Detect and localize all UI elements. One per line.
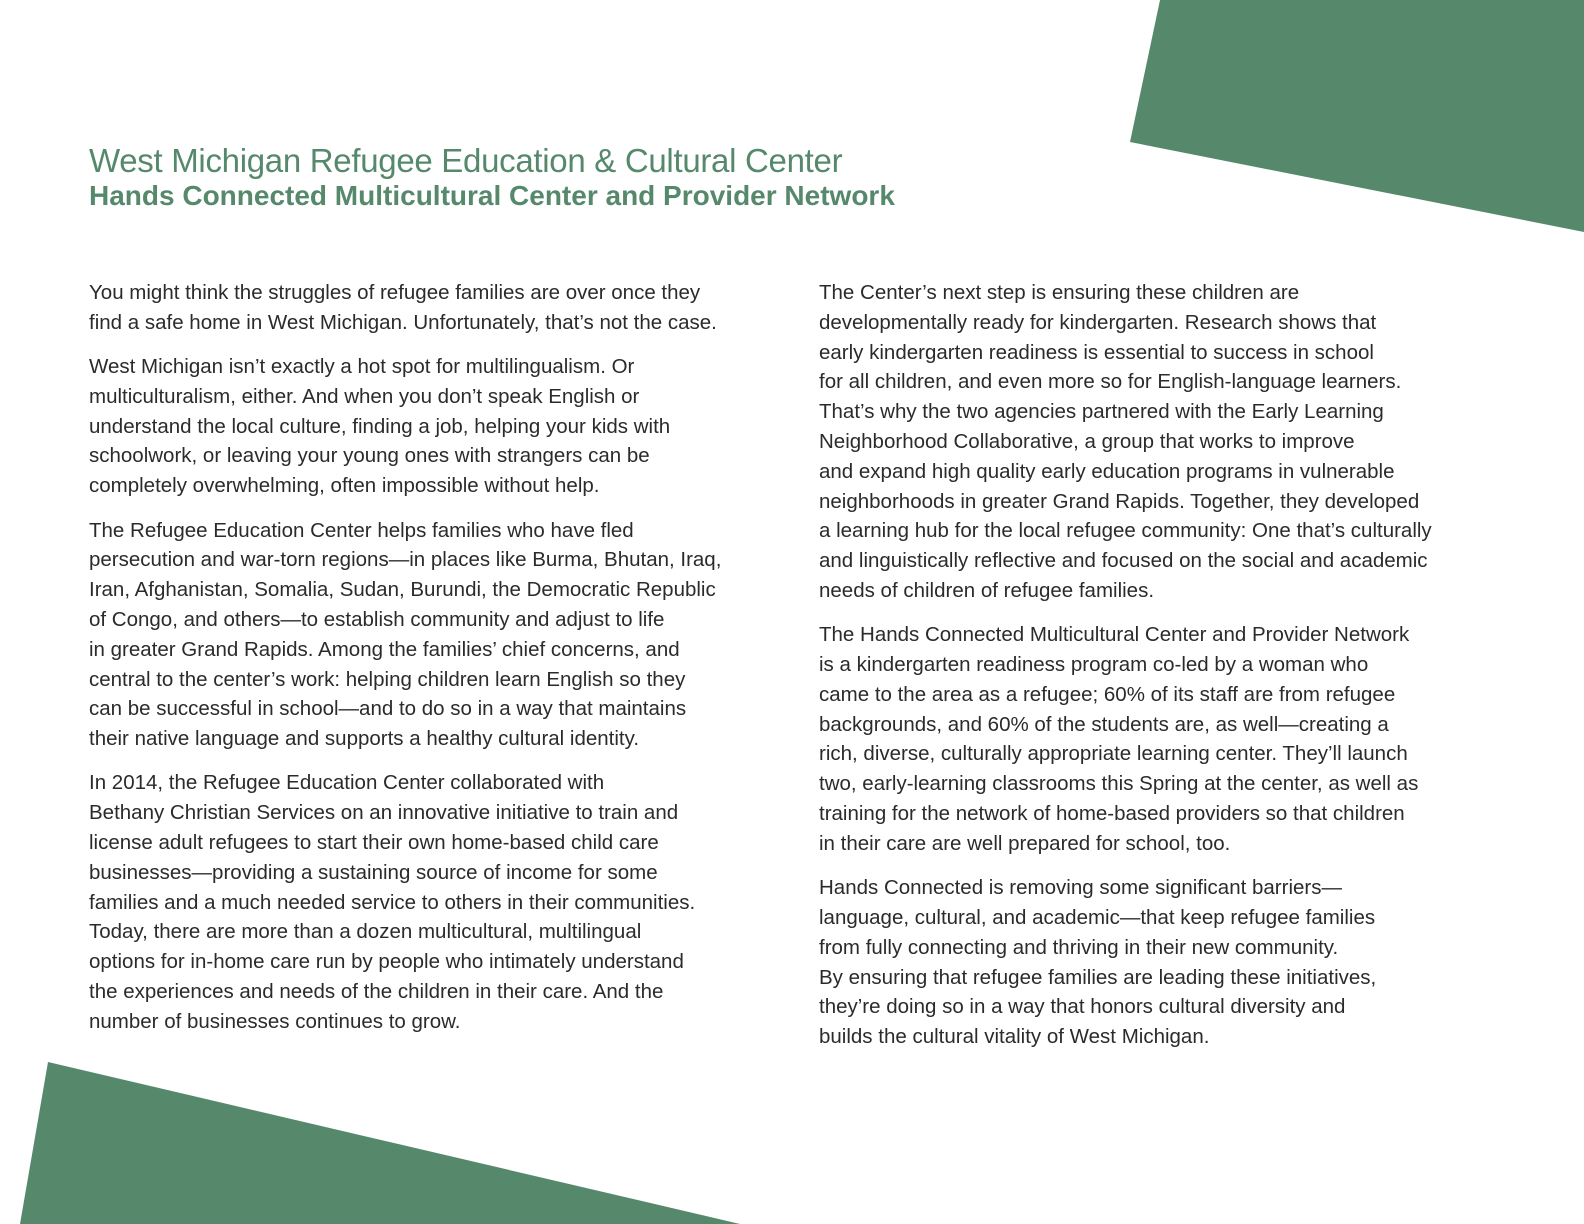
top-right-green-polygon bbox=[1130, 0, 1584, 232]
paragraph: You might think the struggles of refugee families are over once they find a safe home in West Michigan. Unfortunately, that’s not the case. bbox=[89, 281, 717, 334]
paragraph: In 2014, the Refugee Education Center collaborated with Bethany Christian Services on an innovative initiative to train and license adult refugees to start their own home-based child care businesses—providing a sustaining source of income for some families and a much needed service to others in their communities. Today, there are more than a dozen multicultural, multilingual options for in-home care run by people who intimately understand the experiences and needs of the children in their care. And the number of businesses continues to grow. bbox=[89, 771, 696, 1033]
paragraph: The Hands Connected Multicultural Center and Provider Network is a kindergarten readiness program co-led by a woman who came to the area as a refugee; 60% of its staff are from refugee backgrounds, and 60% of the students are, as well—creating a rich, diverse, culturally appropriate learning center. They’ll launch two, early-learning classrooms this Spring at the center, as well as training for the network of home-based providers so that children in their care are well prepared for school, too. bbox=[819, 623, 1419, 855]
right-text-column bbox=[819, 278, 1519, 1066]
paragraph: West Michigan isn’t exactly a hot spot for multilingualism. Or multiculturalism, either. And when you don’t speak English or understand the local culture, finding a job, helping your kids with schoolwork, or leaving your young ones with strangers can be completely overwhelming, often impossible without help. bbox=[89, 355, 671, 498]
paragraph: Hands Connected is removing some significant barriers— language, cultural, and academic—that keep refugee families from fully connecting and thriving in their new community. By ensuring that refugee families are leading these initiatives, they’re doing so in a way that honors cultural diversity and builds the cultural vitality of West Michigan. bbox=[819, 876, 1377, 1049]
bottom-left-green-polygon bbox=[20, 1062, 740, 1224]
paragraph: The Refugee Education Center helps families who have fled persecution and war-torn regions—in places like Burma, Bhutan, Iraq, Iran, Afghanistan, Somalia, Sudan, Burundi, the Democratic Republic of Congo, and others—to establish community and adjust to life in greater Grand Rapids. Among the families’ chief concerns, and central to the center’s work: helping children learn English so they can be successful in school—and to do so in a way that maintains their native language and supports a healthy cultural identity. bbox=[89, 518, 722, 751]
paragraph: The Center’s next step is ensuring these children are developmentally ready for kindergarten. Research shows that early kindergarten readiness is essential to success in school for all children, and even more so for English-language learners. That’s why the two agencies partnered with the Early Learning Neighborhood Collaborative, a group that works to improve and expand high quality early education programs in vulnerable neighborhoods in greater Grand Rapids. Together, they developed a learning hub for the local refugee community: One that’s culturally and linguistically reflective and focused on the social and academic needs of children of refugee families. bbox=[819, 281, 1432, 602]
page-title: West Michigan Refugee Education & Cultural Center bbox=[89, 142, 843, 179]
left-text-column bbox=[89, 278, 769, 1051]
page-subtitle: Hands Connected Multicultural Center and Provider Network bbox=[89, 180, 895, 211]
